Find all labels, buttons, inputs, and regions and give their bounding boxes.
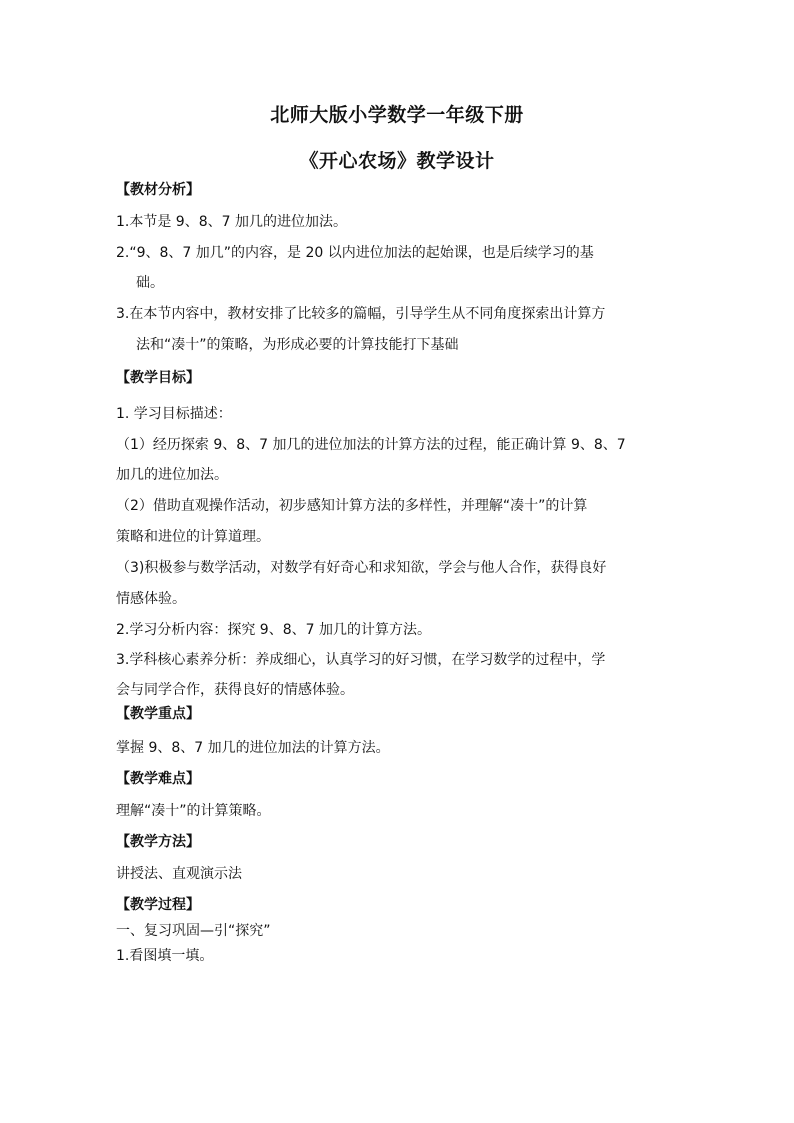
paragraph: （3)积极参与数学活动，对数学有好奇心和求知欲，学会与他人合作，获得良好: [116, 560, 607, 576]
paragraph-continuation: 会与同学合作，获得良好的情感体验。: [116, 682, 354, 698]
section-heading-key-points: 【教学重点】: [116, 706, 200, 722]
document-subtitle: 《开心农场》教学设计: [299, 150, 495, 172]
paragraph-continuation: 策略和进位的计算道理。: [116, 529, 270, 545]
section-heading-textbook-analysis: 【教材分析】: [116, 182, 200, 198]
paragraph: 理解“凑十”的计算策略。: [116, 803, 271, 819]
paragraph: 2.学习分析内容：探究 9、8、7 加几的计算方法。: [116, 622, 431, 638]
paragraph: 掌握 9、8、7 加几的进位加法的计算方法。: [116, 740, 390, 756]
paragraph: 1. 学习目标描述：: [116, 406, 232, 422]
paragraph: （1）经历探索 9、8、7 加几的进位加法的计算方法的过程，能正确计算 9、8、7: [116, 437, 626, 453]
paragraph: 3.学科核心素养分析：养成细心，认真学习的好习惯，在学习数学的过程中，学: [116, 652, 606, 668]
paragraph: 讲授法、直观演示法: [116, 866, 242, 882]
paragraph-continuation: 法和“凑十”的策略，为形成必要的计算技能打下基础: [136, 337, 459, 353]
section-heading-process: 【教学过程】: [116, 897, 200, 913]
paragraph: 1.看图填一填。: [116, 948, 214, 964]
paragraph-continuation: 情感体验。: [116, 591, 186, 607]
document-title: 北师大版小学数学一年级下册: [270, 104, 524, 126]
paragraph: （2）借助直观操作活动，初步感知计算方法的多样性，并理解“凑十”的计算: [116, 498, 588, 514]
paragraph: 3.在本节内容中，教材安排了比较多的篇幅，引导学生从不同角度探索出计算方: [116, 306, 606, 322]
paragraph: 2.“9、8、7 加几”的内容，是 20 以内进位加法的起始课，也是后续学习的基: [116, 245, 594, 261]
paragraph: 1.本节是 9、8、7 加几的进位加法。: [116, 214, 347, 230]
paragraph: 一、复习巩固—引“探究”: [116, 923, 271, 939]
section-heading-teaching-goals: 【教学目标】: [116, 370, 200, 386]
section-heading-difficulties: 【教学难点】: [116, 771, 200, 787]
paragraph-continuation: 加几的进位加法。: [116, 467, 228, 483]
section-heading-methods: 【教学方法】: [116, 834, 200, 850]
paragraph-continuation: 础。: [136, 275, 164, 291]
